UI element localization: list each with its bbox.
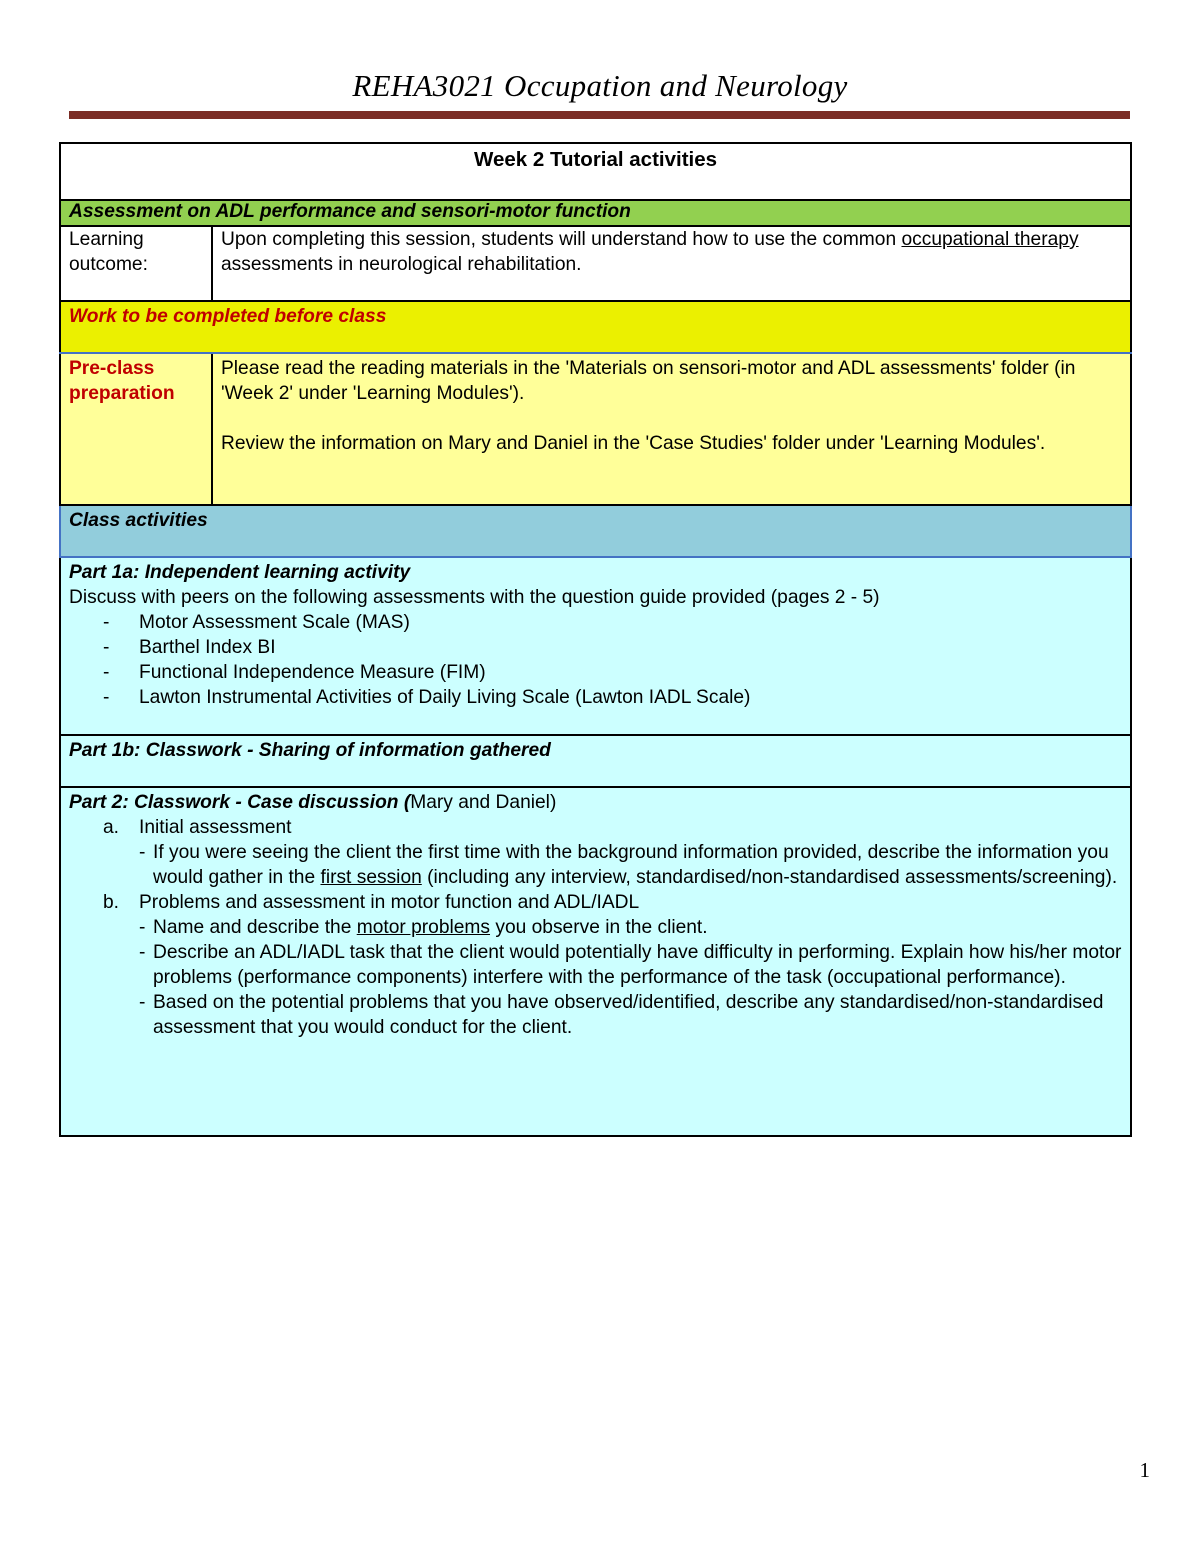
- list-item: - Describe an ADL/IADL task that the client would potentially have difficulty in performing. Explain how his/her motor problems (performance components) interfere with the performance of the task (occupational performance).: [139, 940, 1122, 990]
- part-1a-section: [60, 557, 1131, 735]
- list-item: - Name and describe the motor problems you observe in the client.: [139, 915, 1122, 940]
- problems-assessment-title: Problems and assessment in motor function and ADL/IADL: [139, 892, 640, 913]
- header-divider: [69, 111, 1130, 119]
- list-item: - Based on the potential problems that you have observed/identified, describe any standardised/non-standardised assessment that you would conduct for the client.: [139, 990, 1122, 1040]
- page-number: 1: [1139, 1458, 1150, 1482]
- preclass-instructions: [212, 353, 1131, 505]
- class-activities-heading: Class activities: [60, 505, 1131, 557]
- preclass-label-cell: [60, 353, 212, 505]
- motor-problems-link[interactable]: motor problems: [356, 917, 491, 938]
- occupational-therapy-link[interactable]: occupational therapy: [901, 229, 1079, 250]
- topic-heading: Assessment on ADL performance and sensori-motor function: [60, 200, 1131, 226]
- list-item: - Barthel Index BI: [103, 635, 1122, 660]
- preclass-case-study-instruction: Review the information on Mary and Daniel in the 'Case Studies' folder under 'Learning Modules'.: [221, 433, 1046, 454]
- assessment-list: [69, 610, 1122, 710]
- part-1b-heading: Part 1b: Classwork - Sharing of information gathered: [69, 740, 551, 761]
- tutorial-activities-table: [59, 142, 1132, 1137]
- learning-outcome-text: Upon completing this session, students will understand how to use the common occupational therapy assessments in neurological rehabilitation.: [212, 226, 1131, 301]
- list-item: - If you were seeing the client the first time with the background information provided, describe the information you would gather in the first session (including any interview, standardised/non-standardised assessments/screening).: [139, 840, 1122, 890]
- first-session-link[interactable]: first session: [320, 867, 422, 888]
- list-item: - Motor Assessment Scale (MAS): [103, 610, 1122, 635]
- document-header-title: REHA3021 Occupation and Neurology: [352, 68, 848, 103]
- preclass-label: Pre-class preparation: [69, 358, 175, 404]
- initial-assessment-title: Initial assessment: [139, 817, 292, 838]
- part-1a-heading: Part 1a: Independent learning activity: [69, 562, 411, 583]
- list-item: - Lawton Instrumental Activities of Daily Living Scale (Lawton IADL Scale): [103, 685, 1122, 710]
- case-discussion-list: [69, 815, 1122, 1040]
- list-item: b. Problems and assessment in motor function and ADL/IADL - Name and describe the motor problems you observe in the client. - Describe an ADL/IADL task that the client would potentially have difficulty in performing. Explain how his/her motor problems (performance components) interfere with the performance of the task (occupational performance). - Based on the potential problems that you have observed/identified, describe any standardised/non-standardised assessment that you would conduct for the client.: [103, 890, 1122, 1040]
- before-class-heading: Work to be completed before class: [60, 301, 1131, 353]
- part-1a-intro: Discuss with peers on the following assessments with the question guide provided (pages 2 - 5): [69, 587, 880, 608]
- learning-outcome-label: Learning outcome:: [60, 226, 212, 301]
- list-item: a. Initial assessment - If you were seeing the client the first time with the background information provided, describe the information you would gather in the first session (including any interview, standardised/non-standardised assessments/screening).: [103, 815, 1122, 890]
- preclass-reading-instruction: Please read the reading materials in the 'Materials on sensori-motor and ADL assessments' folder (in 'Week 2' under 'Learning Modules').: [221, 358, 1076, 404]
- part-2-section: [60, 787, 1131, 1136]
- table-title: Week 2 Tutorial activities: [60, 143, 1131, 200]
- list-item: - Functional Independence Measure (FIM): [103, 660, 1122, 685]
- part-2-heading: Part 2: Classwork - Case discussion (Mary and Daniel): [69, 792, 557, 813]
- part-1b-section: [60, 735, 1131, 787]
